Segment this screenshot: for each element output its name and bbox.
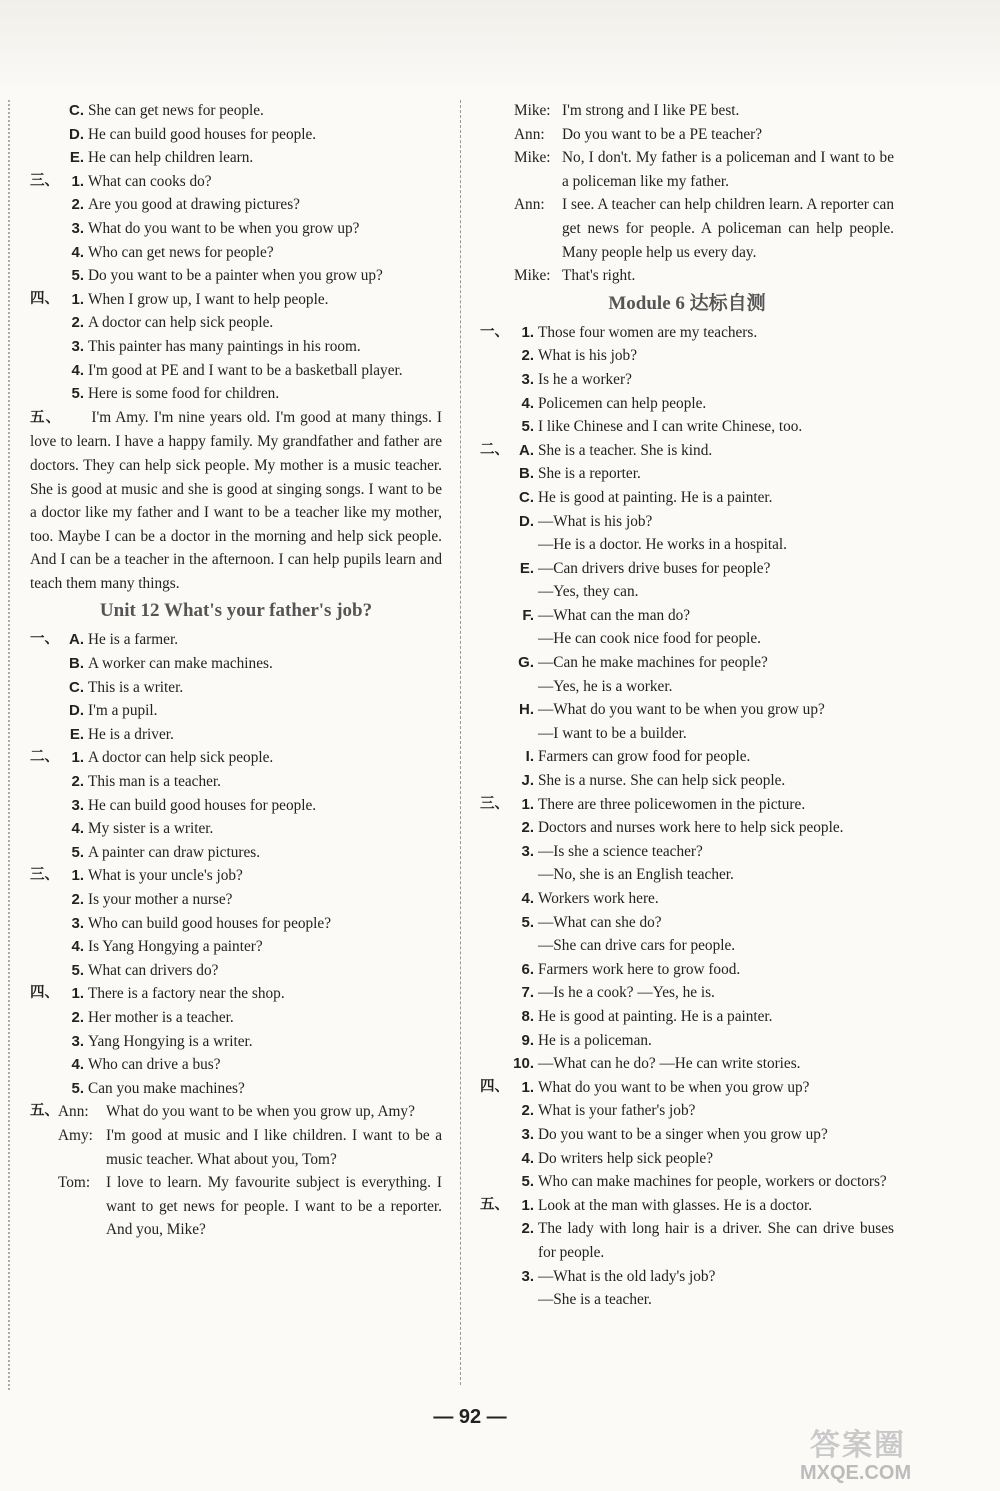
watermark-line1: 答案圈 [810, 1429, 906, 1462]
page-number: — 92 — [433, 1406, 507, 1428]
item-number: C. [519, 488, 534, 506]
item-number: 9. [521, 1031, 534, 1049]
answer-text: My sister is a writer. [88, 820, 214, 838]
answer-text: She is a reporter. [538, 465, 641, 483]
dialogue-text: What do you want to be when you grow up, Amy? [106, 1103, 415, 1121]
section-marker: 二、 [480, 441, 509, 458]
answer-text: He is a driver. [88, 725, 174, 743]
answer-item [30, 264, 442, 288]
dialogue-text: That's right. [562, 267, 636, 285]
answer-text: I'm good at PE and I want to be a basketball player. [88, 361, 403, 379]
answer-item [480, 344, 894, 368]
item-number: 5. [71, 843, 84, 861]
answer-item [30, 1077, 442, 1101]
item-number: 6. [521, 960, 534, 978]
answer-item [480, 533, 894, 557]
section-marker: 四、 [30, 290, 59, 307]
dialogue-line [480, 146, 894, 193]
item-number: 3. [71, 1032, 84, 1050]
answer-item [30, 217, 442, 241]
item-number: 1. [71, 985, 84, 1003]
section-marker: 一、 [30, 631, 59, 648]
item-number: A. [519, 441, 534, 459]
item-number: E. [69, 725, 84, 743]
answer-text: Look at the man with glasses. He is a doctor. [538, 1196, 813, 1214]
answer-text: Here is some food for children. [88, 385, 280, 403]
speaker: Ann: [514, 196, 545, 214]
item-number: 5. [521, 1173, 534, 1191]
speaker: Ann: [514, 125, 545, 143]
answer-item [30, 959, 442, 983]
answer-text: He is good at painting. He is a painter. [538, 488, 773, 506]
item-number: 1. [521, 1078, 534, 1096]
item-number: 5. [71, 267, 84, 285]
section-marker: 五、 [480, 1196, 509, 1213]
answer-item [30, 982, 442, 1006]
scan-top-margin [0, 0, 1000, 95]
answer-item [30, 1006, 442, 1030]
answer-text: What do you want to be when you grow up? [538, 1078, 810, 1096]
section-marker: 三、 [30, 172, 59, 189]
dialogue-text: I'm good at music and I like children. I want to be a music teacher. What about you, Tom? [106, 1126, 442, 1168]
item-number: 5. [71, 1079, 84, 1097]
item-number: H. [519, 701, 534, 719]
answer-text: —Can he make machines for people? [538, 654, 768, 672]
answer-text: —What is the old lady's job? [538, 1267, 716, 1285]
answer-text: —What can she do? [538, 913, 662, 931]
item-number: 2. [71, 1008, 84, 1026]
section-marker: 五、 [30, 1103, 59, 1120]
answer-item [30, 935, 442, 959]
answer-item [480, 486, 894, 510]
answer-item [480, 580, 894, 604]
item-number: I. [525, 748, 534, 766]
answer-list [30, 628, 442, 1100]
answer-text: There are three policewomen in the picture. [538, 795, 806, 813]
answer-item [480, 1029, 894, 1053]
item-number: 1. [71, 867, 84, 885]
item-number: D. [69, 125, 84, 143]
item-number: C. [69, 678, 84, 696]
item-number: 10. [513, 1055, 534, 1073]
answer-item [30, 170, 442, 194]
answer-text: Can you make machines? [88, 1079, 245, 1097]
item-number: B. [519, 465, 534, 483]
item-number: 1. [521, 323, 534, 341]
answer-item [30, 841, 442, 865]
answer-text: Who can make machines for people, workers or doctors? [538, 1173, 887, 1191]
item-number: 3. [71, 219, 84, 237]
answer-text: She is a teacher. She is kind. [538, 441, 713, 459]
item-number: 3. [71, 796, 84, 814]
item-number: 1. [521, 795, 534, 813]
answer-item [480, 934, 894, 958]
answer-text: Do writers help sick people? [538, 1149, 714, 1167]
section-marker: 一、 [480, 323, 509, 340]
answer-text: What can cooks do? [88, 172, 212, 190]
answer-item [480, 415, 894, 439]
answer-item [480, 557, 894, 581]
answer-item [30, 335, 442, 359]
answer-text: What can drivers do? [88, 961, 219, 979]
answer-list [480, 321, 894, 1312]
answer-item [480, 1217, 894, 1264]
answer-item [30, 1053, 442, 1077]
answer-item [30, 912, 442, 936]
item-number: 8. [521, 1007, 534, 1025]
answer-item [480, 981, 894, 1005]
answer-text: Farmers work here to grow food. [538, 960, 741, 978]
item-number: 2. [71, 314, 84, 332]
section-marker: 三、 [480, 795, 509, 812]
item-number: 3. [521, 1267, 534, 1285]
answer-item [480, 840, 894, 864]
section-marker: 二、 [30, 749, 59, 766]
item-number: 2. [521, 1102, 534, 1120]
section-marker: 四、 [30, 985, 59, 1002]
item-number: F. [522, 606, 534, 624]
item-number: A. [69, 631, 84, 649]
answer-text: What is your uncle's job? [88, 867, 243, 885]
dialogue-text: I'm strong and I like PE best. [562, 102, 740, 119]
answer-text: He can help children learn. [88, 149, 254, 167]
answer-text: He is good at painting. He is a painter. [538, 1007, 773, 1025]
item-number: 3. [521, 842, 534, 860]
item-number: 3. [521, 370, 534, 388]
answer-text: Doctors and nurses work here to help sick people. [538, 819, 844, 837]
answer-list [30, 99, 442, 406]
answer-item [480, 627, 894, 651]
answer-text: Do you want to be a painter when you grow up? [88, 267, 383, 285]
answer-item [30, 1030, 442, 1054]
answer-item [30, 123, 442, 147]
item-number: 4. [71, 820, 84, 838]
answer-text: A worker can make machines. [88, 655, 273, 673]
answer-item [480, 1288, 894, 1312]
answer-item [480, 368, 894, 392]
answer-item [30, 794, 442, 818]
answer-item [480, 321, 894, 345]
answer-item [30, 241, 442, 265]
answer-item [30, 652, 442, 676]
answer-text: I'm a pupil. [88, 702, 158, 720]
dialogue-text: No, I don't. My father is a policeman and I want to be a policeman like my father. [562, 149, 894, 190]
answer-item [30, 288, 442, 312]
answer-text: When I grow up, I want to help people. [88, 290, 329, 308]
item-number: 4. [521, 394, 534, 412]
answer-item [480, 1147, 894, 1171]
answer-text: —No, she is an English teacher. [538, 866, 734, 884]
answer-text: —She is a teacher. [538, 1291, 652, 1309]
item-number: 3. [521, 1125, 534, 1143]
answer-item [480, 698, 894, 722]
answer-item [480, 887, 894, 911]
answer-text: This is a writer. [88, 678, 184, 696]
item-number: 2. [521, 347, 534, 365]
item-number: 5. [71, 385, 84, 403]
answer-text: —She can drive cars for people. [538, 937, 736, 955]
answer-item [30, 699, 442, 723]
item-number: 4. [71, 1056, 84, 1074]
item-number: E. [519, 559, 534, 577]
speaker: Ann: [58, 1103, 89, 1121]
answer-item [480, 604, 894, 628]
answer-text: —What is his job? [538, 512, 653, 530]
answer-text: —Yes, he is a worker. [538, 677, 673, 695]
answer-item [480, 816, 894, 840]
answer-item [480, 462, 894, 486]
dialogue-text: I love to learn. My favourite subject is everything. I want to get news for people. I want to be a reporter. And you, Mike? [106, 1174, 442, 1239]
answer-text: Are you good at drawing pictures? [88, 196, 300, 214]
right-column [480, 99, 894, 1312]
dialogue-line [30, 1100, 442, 1124]
module-heading: Module 6 达标自测 [608, 292, 766, 314]
answer-text: —Yes, they can. [538, 583, 639, 601]
answer-item [480, 1194, 894, 1218]
item-number: 3. [71, 337, 84, 355]
answer-item [30, 888, 442, 912]
answer-item [30, 770, 442, 794]
item-number: J. [521, 772, 534, 790]
dialogue-line [480, 264, 894, 288]
item-number: 4. [71, 361, 84, 379]
item-number: D. [519, 512, 534, 530]
section-marker: 四、 [480, 1078, 509, 1095]
answer-text: She can get news for people. [88, 102, 264, 119]
answer-text: She is a nurse. She can help sick people. [538, 772, 786, 790]
answer-item [480, 1052, 894, 1076]
watermark-logo [800, 1420, 990, 1490]
answer-text: Policemen can help people. [538, 394, 707, 412]
answer-item [480, 1099, 894, 1123]
answer-text: Do you want to be a singer when you grow up? [538, 1125, 828, 1143]
answer-item [480, 958, 894, 982]
item-number: 4. [71, 243, 84, 261]
answer-item [30, 746, 442, 770]
answer-item [30, 311, 442, 335]
watermark-line2: MXQE.COM [800, 1462, 912, 1484]
answer-item [480, 651, 894, 675]
dialogue [30, 1100, 442, 1242]
answer-text: Those four women are my teachers. [538, 323, 758, 341]
dialogue-text: Do you want to be a PE teacher? [562, 125, 763, 143]
answer-item [480, 439, 894, 463]
answer-item [30, 382, 442, 406]
item-number: 2. [521, 1220, 534, 1238]
answer-text: —I want to be a builder. [538, 724, 687, 742]
item-number: 2. [71, 773, 84, 791]
answer-text: The lady with long hair is a driver. She can drive buses for people. [538, 1220, 894, 1261]
answer-item [480, 392, 894, 416]
answer-item [480, 863, 894, 887]
answer-text: I like Chinese and I can write Chinese, too. [538, 418, 803, 436]
answer-item [480, 1123, 894, 1147]
answer-text: —He is a doctor. He works in a hospital. [538, 536, 787, 554]
item-number: 4. [521, 890, 534, 907]
answer-text: Who can build good houses for people? [88, 914, 331, 932]
answer-item [30, 146, 442, 170]
answer-text: —What can the man do? [538, 606, 691, 624]
answer-text: Is he a worker? [538, 370, 632, 388]
answer-item [480, 745, 894, 769]
item-number: C. [69, 102, 84, 119]
answer-item [480, 1005, 894, 1029]
item-number: 3. [71, 914, 84, 932]
answer-item [30, 864, 442, 888]
answer-text: —What do you want to be when you grow up? [538, 701, 825, 719]
item-number: D. [69, 702, 84, 720]
item-number: 2. [71, 891, 84, 908]
speaker: Amy: [58, 1126, 93, 1144]
answer-text: He is a farmer. [88, 631, 179, 649]
answer-text: What is his job? [538, 347, 637, 365]
answer-text: Who can drive a bus? [88, 1056, 221, 1074]
dialogue-text: I see. A teacher can help children learn. A reporter can get news for people. A policeman can help people. Many people help us every day. [562, 196, 894, 261]
answer-text: A doctor can help sick people. [88, 314, 274, 332]
item-number: 5. [521, 418, 534, 436]
answer-text: Who can get news for people? [88, 243, 274, 261]
dialogue-line [480, 193, 894, 264]
item-number: 4. [71, 938, 84, 956]
answer-item [480, 1265, 894, 1289]
answer-text: What do you want to be when you grow up? [88, 219, 360, 237]
dialogue-line [480, 99, 894, 123]
speaker: Mike: [514, 267, 551, 285]
passage-text: I'm Amy. I'm nine years old. I'm good at many things. I love to learn. I have a happy family. My grandfather and father are doctors. They can help sick people. My mother is a music teacher. She is good at music and she is good at singing songs. I want to be a doctor like my father and I want to be a teacher like my mother, too. Maybe I can be a doctor in the morning and help sick people. And I can be a teacher in the afternoon. I can help pupils learn and teach them many things. [30, 408, 443, 592]
answer-item [480, 1076, 894, 1100]
passage [30, 406, 442, 596]
speaker: Tom: [58, 1174, 91, 1192]
answer-text: He can build good houses for people. [88, 796, 317, 814]
item-number: 1. [71, 172, 84, 190]
item-number: 1. [71, 290, 84, 308]
answer-item [30, 99, 442, 123]
item-number: 2. [71, 196, 84, 214]
answer-text: This painter has many paintings in his room. [88, 337, 361, 355]
answer-item [30, 628, 442, 652]
section-marker: 五、 [30, 409, 62, 426]
item-number: 4. [521, 1149, 534, 1167]
dialogue [480, 99, 894, 288]
item-number: E. [69, 149, 84, 167]
item-number: 1. [71, 749, 84, 767]
item-number: 7. [521, 984, 534, 1002]
answer-text: Yang Hongying is a writer. [88, 1032, 253, 1050]
answer-item [480, 769, 894, 793]
answer-text: Farmers can grow food for people. [538, 748, 751, 766]
answer-item [30, 359, 442, 383]
speaker: Mike: [514, 102, 551, 119]
speaker: Mike: [514, 149, 551, 167]
answer-item [30, 676, 442, 700]
answer-item [480, 793, 894, 817]
answer-item [480, 911, 894, 935]
item-number: 1. [521, 1196, 534, 1214]
answer-text: A doctor can help sick people. [88, 749, 274, 767]
item-number: G. [518, 654, 534, 672]
section-marker: 三、 [30, 867, 59, 884]
answer-item [30, 193, 442, 217]
dialogue-line [30, 1124, 442, 1171]
answer-text: —He can cook nice food for people. [538, 630, 761, 648]
answer-item [480, 722, 894, 746]
answer-text: What is your father's job? [538, 1102, 696, 1120]
unit-heading: Unit 12 What's your father's job? [99, 600, 373, 622]
answer-item [30, 723, 442, 747]
column-divider [460, 100, 461, 1385]
dialogue-line [30, 1171, 442, 1242]
binding-edge [8, 100, 13, 1390]
item-number: 2. [521, 819, 534, 837]
answer-text: He is a policeman. [538, 1031, 652, 1049]
answer-text: A painter can draw pictures. [88, 843, 261, 861]
answer-text: Is your mother a nurse? [88, 891, 233, 908]
answer-item [480, 1170, 894, 1194]
answer-item [480, 675, 894, 699]
answer-text: This man is a teacher. [88, 773, 221, 791]
answer-text: Workers work here. [538, 890, 659, 907]
answer-text: Is Yang Hongying a painter? [88, 938, 263, 956]
answer-text: —What can he do? —He can write stories. [538, 1055, 801, 1073]
item-number: 5. [71, 961, 84, 979]
answer-text: —Can drivers drive buses for people? [538, 559, 771, 577]
answer-text: —Is he a cook? —Yes, he is. [538, 984, 715, 1002]
left-column [30, 99, 442, 1242]
item-number: B. [69, 655, 84, 673]
answer-text: He can build good houses for people. [88, 125, 317, 143]
item-number: 5. [521, 913, 534, 931]
answer-item [480, 510, 894, 534]
answer-text: —Is she a science teacher? [538, 842, 703, 860]
answer-text: There is a factory near the shop. [88, 985, 285, 1003]
dialogue-line [480, 123, 894, 147]
answer-item [30, 817, 442, 841]
answer-text: Her mother is a teacher. [88, 1008, 234, 1026]
